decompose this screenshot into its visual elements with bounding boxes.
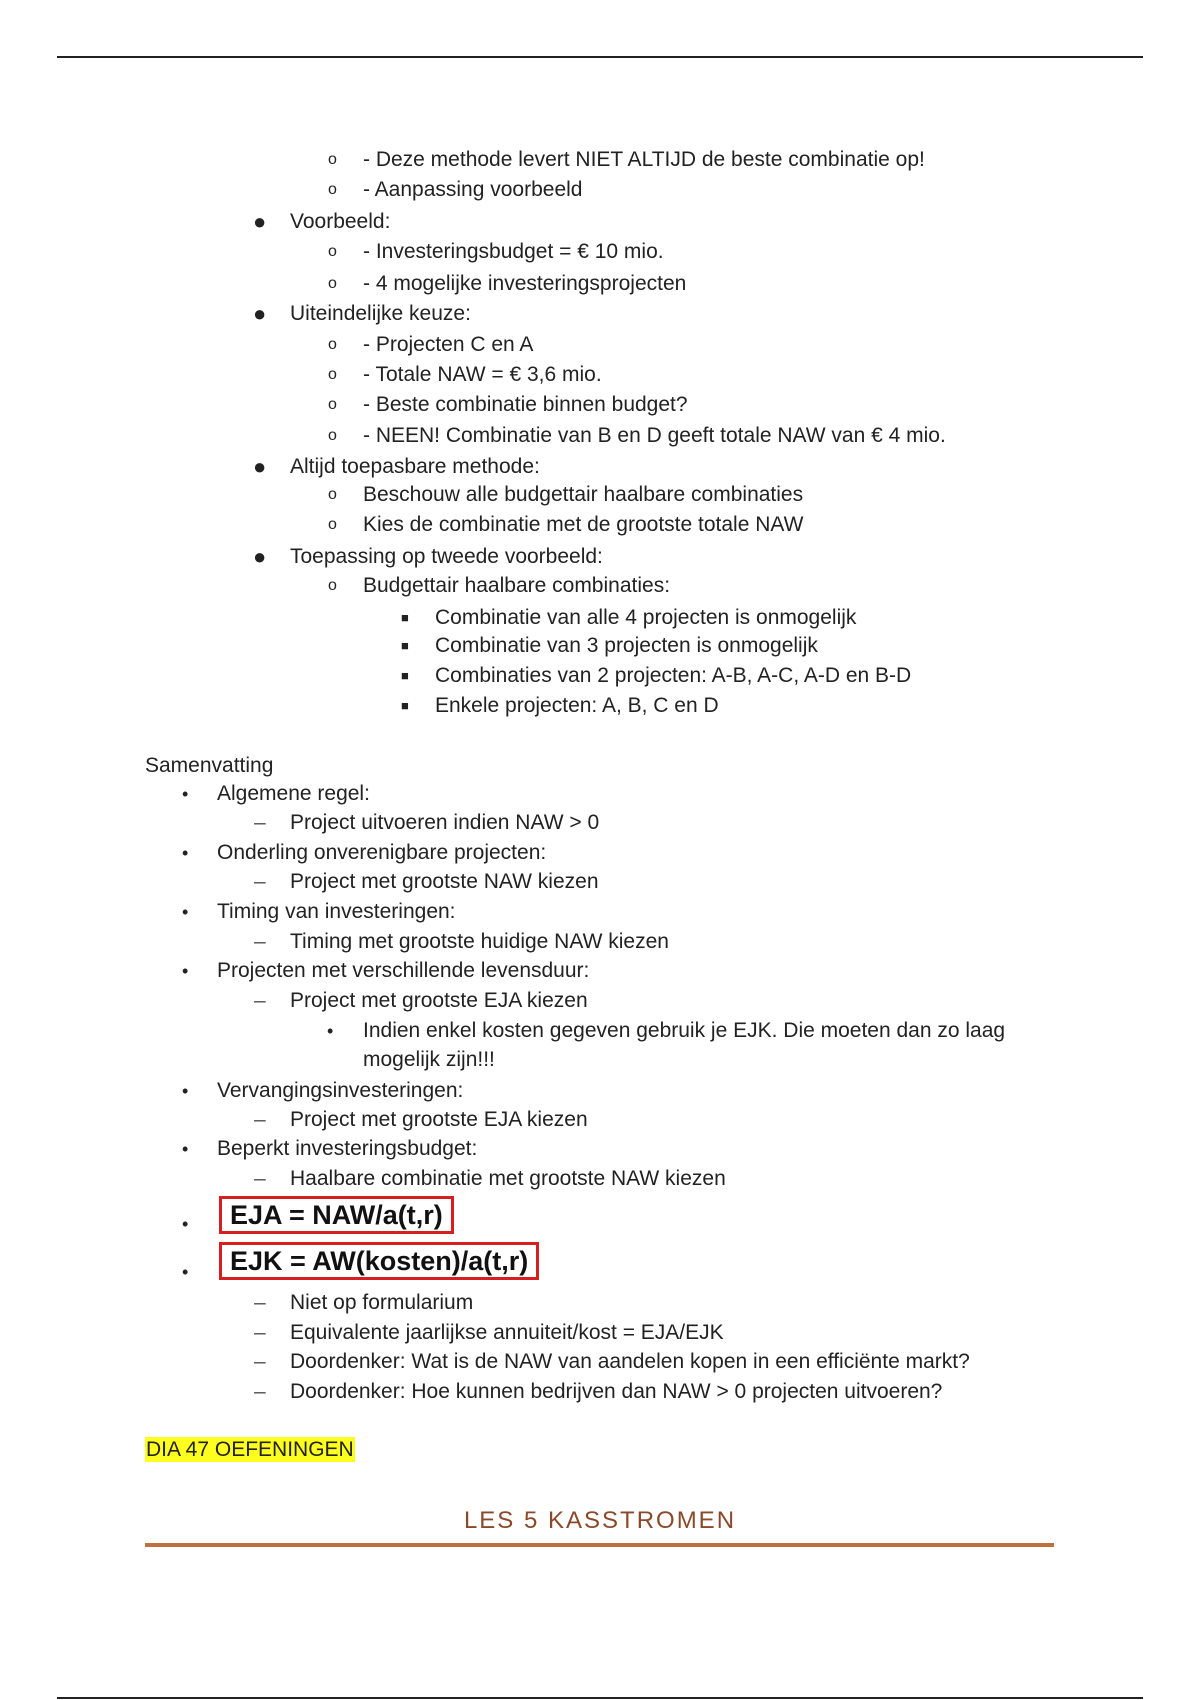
- bullet-marker: o: [328, 181, 337, 198]
- bullet-marker: o: [328, 577, 337, 594]
- bullet-marker: ■: [401, 668, 409, 683]
- list-item: Doordenker: Hoe kunnen bedrijven dan NAW > 0 projecten uitvoeren?: [290, 1380, 943, 1403]
- bullet-marker: o: [328, 336, 337, 353]
- eja-formula: EJA = NAW/a(t,r): [219, 1196, 454, 1234]
- section-heading: LES 5 KASSTROMEN: [463, 1507, 737, 1534]
- bullet-marker: o: [328, 243, 337, 260]
- list-item: - NEEN! Combinatie van B en D geeft totale NAW van € 4 mio.: [363, 424, 946, 447]
- bullet-marker: –: [254, 870, 266, 893]
- bullet-marker: o: [328, 151, 337, 168]
- bullet-marker: –: [254, 989, 266, 1012]
- summary-title: Samenvatting: [145, 754, 274, 777]
- bullet-marker: ■: [401, 638, 409, 653]
- list-item: Kies de combinatie met de grootste totale NAW: [363, 513, 804, 536]
- list-item: Toepassing op tweede voorbeeld:: [290, 545, 603, 568]
- list-item: Onderling onverenigbare projecten:: [217, 841, 547, 864]
- bullet-marker: •: [182, 1262, 189, 1282]
- list-item: Equivalente jaarlijkse annuiteit/kost = EJA/EJK: [290, 1321, 724, 1344]
- list-item: Project met grootste EJA kiezen: [290, 989, 588, 1012]
- page-top-rule: [57, 56, 1143, 58]
- bullet-marker: o: [328, 516, 337, 533]
- bullet-marker: –: [254, 811, 266, 834]
- bullet-marker: •: [182, 784, 189, 804]
- bullet-marker: ■: [401, 610, 409, 625]
- bullet-marker: ■: [401, 698, 409, 713]
- list-item: - Totale NAW = € 3,6 mio.: [363, 363, 602, 386]
- bullet-marker: ●: [253, 209, 267, 234]
- list-item: - 4 mogelijke investeringsprojecten: [363, 272, 687, 295]
- list-item: Voorbeeld:: [290, 210, 391, 233]
- list-item: Enkele projecten: A, B, C en D: [435, 694, 719, 717]
- list-item: Budgettair haalbare combinaties:: [363, 574, 671, 597]
- list-item: Timing met grootste huidige NAW kiezen: [290, 930, 669, 953]
- bullet-marker: o: [328, 486, 337, 503]
- bullet-marker: –: [254, 1108, 266, 1131]
- list-item: - Projecten C en A: [363, 333, 534, 356]
- list-item: Beperkt investeringsbudget:: [217, 1137, 478, 1160]
- list-item: mogelijk zijn!!!: [363, 1048, 495, 1071]
- list-item: Indien enkel kosten gegeven gebruik je EJK. Die moeten dan zo laag: [363, 1019, 1006, 1042]
- bullet-marker: •: [182, 902, 189, 922]
- list-item: Vervangingsinvesteringen:: [217, 1079, 464, 1102]
- bullet-marker: •: [182, 843, 189, 863]
- list-item: Combinatie van 3 projecten is onmogelijk: [435, 634, 818, 657]
- bullet-marker: •: [182, 961, 189, 981]
- list-item: - Aanpassing voorbeeld: [363, 178, 583, 201]
- bullet-marker: o: [328, 366, 337, 383]
- bullet-marker: ●: [253, 544, 267, 569]
- ejk-formula: EJK = AW(kosten)/a(t,r): [219, 1242, 539, 1280]
- section-heading-rule: [145, 1543, 1054, 1547]
- bullet-marker: ●: [253, 301, 267, 326]
- bullet-marker: –: [254, 930, 266, 953]
- list-item: - Beste combinatie binnen budget?: [363, 393, 688, 416]
- bullet-marker: ●: [253, 454, 267, 479]
- list-item: Project uitvoeren indien NAW > 0: [290, 811, 600, 834]
- exercise-highlight: [145, 1436, 355, 1464]
- bullet-marker: o: [328, 275, 337, 292]
- bullet-marker: –: [254, 1380, 266, 1403]
- list-item: Beschouw alle budgettair haalbare combinaties: [363, 483, 804, 506]
- bullet-marker: –: [254, 1350, 266, 1373]
- list-item: Niet op formularium: [290, 1291, 474, 1314]
- list-item: Timing van investeringen:: [217, 900, 456, 923]
- list-item: Combinatie van alle 4 projecten is onmogelijk: [435, 606, 857, 629]
- bullet-marker: •: [182, 1081, 189, 1101]
- list-item: - Deze methode levert NIET ALTIJD de beste combinatie op!: [363, 148, 925, 171]
- bullet-marker: o: [328, 427, 337, 444]
- bullet-marker: –: [254, 1291, 266, 1314]
- page-bottom-rule: [57, 1697, 1143, 1699]
- bullet-marker: o: [328, 396, 337, 413]
- list-item: Uiteindelijke keuze:: [290, 302, 471, 325]
- bullet-marker: •: [327, 1021, 334, 1041]
- highlighted-text: DIA 47 OEFENINGEN: [146, 1438, 354, 1461]
- list-item: Haalbare combinatie met grootste NAW kiezen: [290, 1167, 726, 1190]
- bullet-marker: –: [254, 1167, 266, 1190]
- list-item: Combinaties van 2 projecten: A-B, A-C, A-D en B-D: [435, 664, 912, 687]
- bullet-marker: –: [254, 1321, 266, 1344]
- list-item: Doordenker: Wat is de NAW van aandelen kopen in een efficiënte markt?: [290, 1350, 970, 1373]
- bullet-marker: •: [182, 1139, 189, 1159]
- bullet-marker: •: [182, 1214, 189, 1234]
- list-item: Altijd toepasbare methode:: [290, 455, 540, 478]
- list-item: Project met grootste NAW kiezen: [290, 870, 599, 893]
- list-item: Projecten met verschillende levensduur:: [217, 959, 590, 982]
- list-item: Project met grootste EJA kiezen: [290, 1108, 588, 1131]
- list-item: Algemene regel:: [217, 782, 370, 805]
- list-item: - Investeringsbudget = € 10 mio.: [363, 240, 664, 263]
